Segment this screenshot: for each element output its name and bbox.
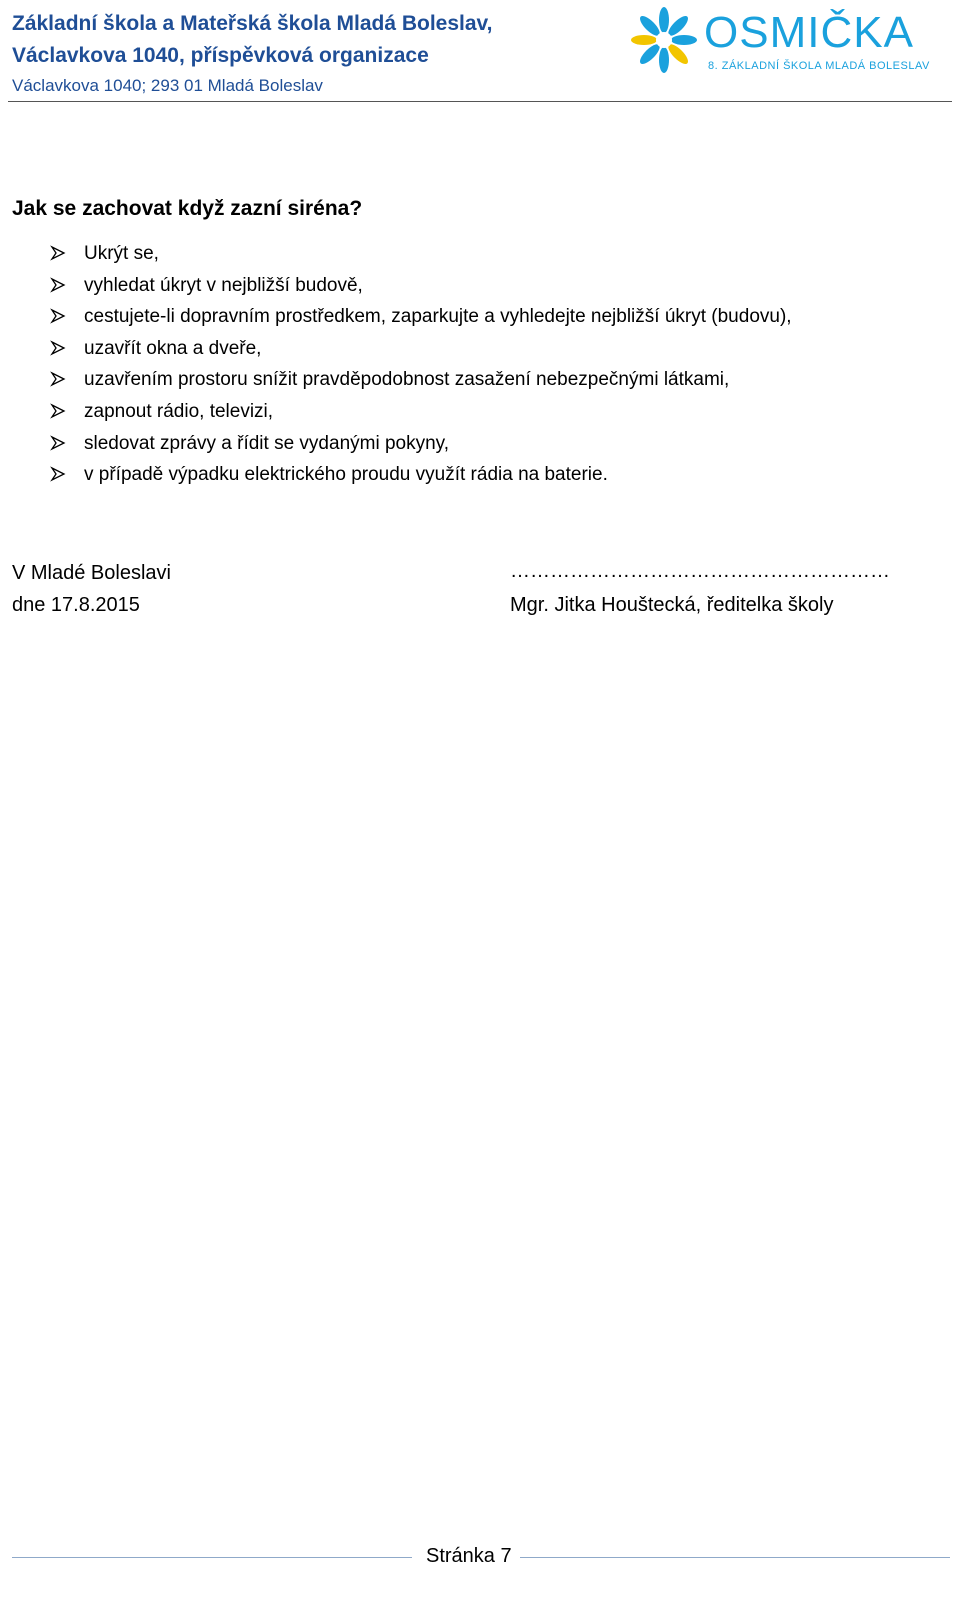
- arrow-bullet-icon: [50, 277, 66, 293]
- school-name: Základní škola a Mateřská škola Mladá Boleslav,: [12, 12, 493, 35]
- page-header: [0, 0, 960, 105]
- arrow-bullet-icon: [50, 403, 66, 419]
- arrow-bullet-icon: [50, 245, 66, 261]
- list-item-text: vyhledat úkryt v nejbližší budově,: [84, 274, 363, 296]
- school-address: Václavkova 1040, příspěvková organizace: [12, 44, 429, 67]
- arrow-bullet-icon: [50, 340, 66, 356]
- list-item-text: Ukrýt se,: [84, 243, 159, 264]
- arrow-bullet-icon: [50, 371, 66, 387]
- school-logo: [628, 6, 953, 76]
- footer-divider-left: [12, 1557, 412, 1558]
- signature-place: V Mladé Boleslavi: [12, 562, 171, 584]
- arrow-bullet-icon: [50, 466, 66, 482]
- logo-wordmark: OSMIČKA: [704, 8, 914, 57]
- signature-line: …………………………………………………: [510, 560, 890, 582]
- arrow-bullet-icon: [50, 308, 66, 324]
- list-item-text: v případě výpadku elektrického proudu využít rádia na baterie.: [84, 464, 608, 486]
- header-divider: [8, 101, 952, 102]
- footer-divider-right: [520, 1557, 950, 1558]
- arrow-bullet-icon: [50, 435, 66, 451]
- list-item-text: cestujete-li dopravním prostředkem, zaparkujte a vyhledejte nejbližší úkryt (budovu),: [84, 306, 792, 328]
- signer-name: Mgr. Jitka Houštecká, ředitelka školy: [510, 594, 834, 616]
- signature-date: dne 17.8.2015: [12, 594, 140, 616]
- section-heading: Jak se zachovat když zazní siréna?: [12, 197, 363, 220]
- list-item-text: zapnout rádio, televizi,: [84, 400, 274, 422]
- school-postal-address: Václavkova 1040; 293 01 Mladá Boleslav: [12, 76, 323, 95]
- list-item-text: sledovat zprávy a řídit se vydanými pokyny,: [84, 432, 450, 454]
- list-item-text: uzavřením prostoru snížit pravděpodobnost zasažení nebezpečnými látkami,: [84, 369, 730, 391]
- list-item-text: uzavřít okna a dveře,: [84, 337, 262, 359]
- logo-subtitle: 8. ZÁKLADNÍ ŠKOLA MLADÁ BOLESLAV: [708, 60, 930, 72]
- page-number: Stránka 7: [426, 1545, 512, 1567]
- flower-logo-icon: [628, 6, 704, 76]
